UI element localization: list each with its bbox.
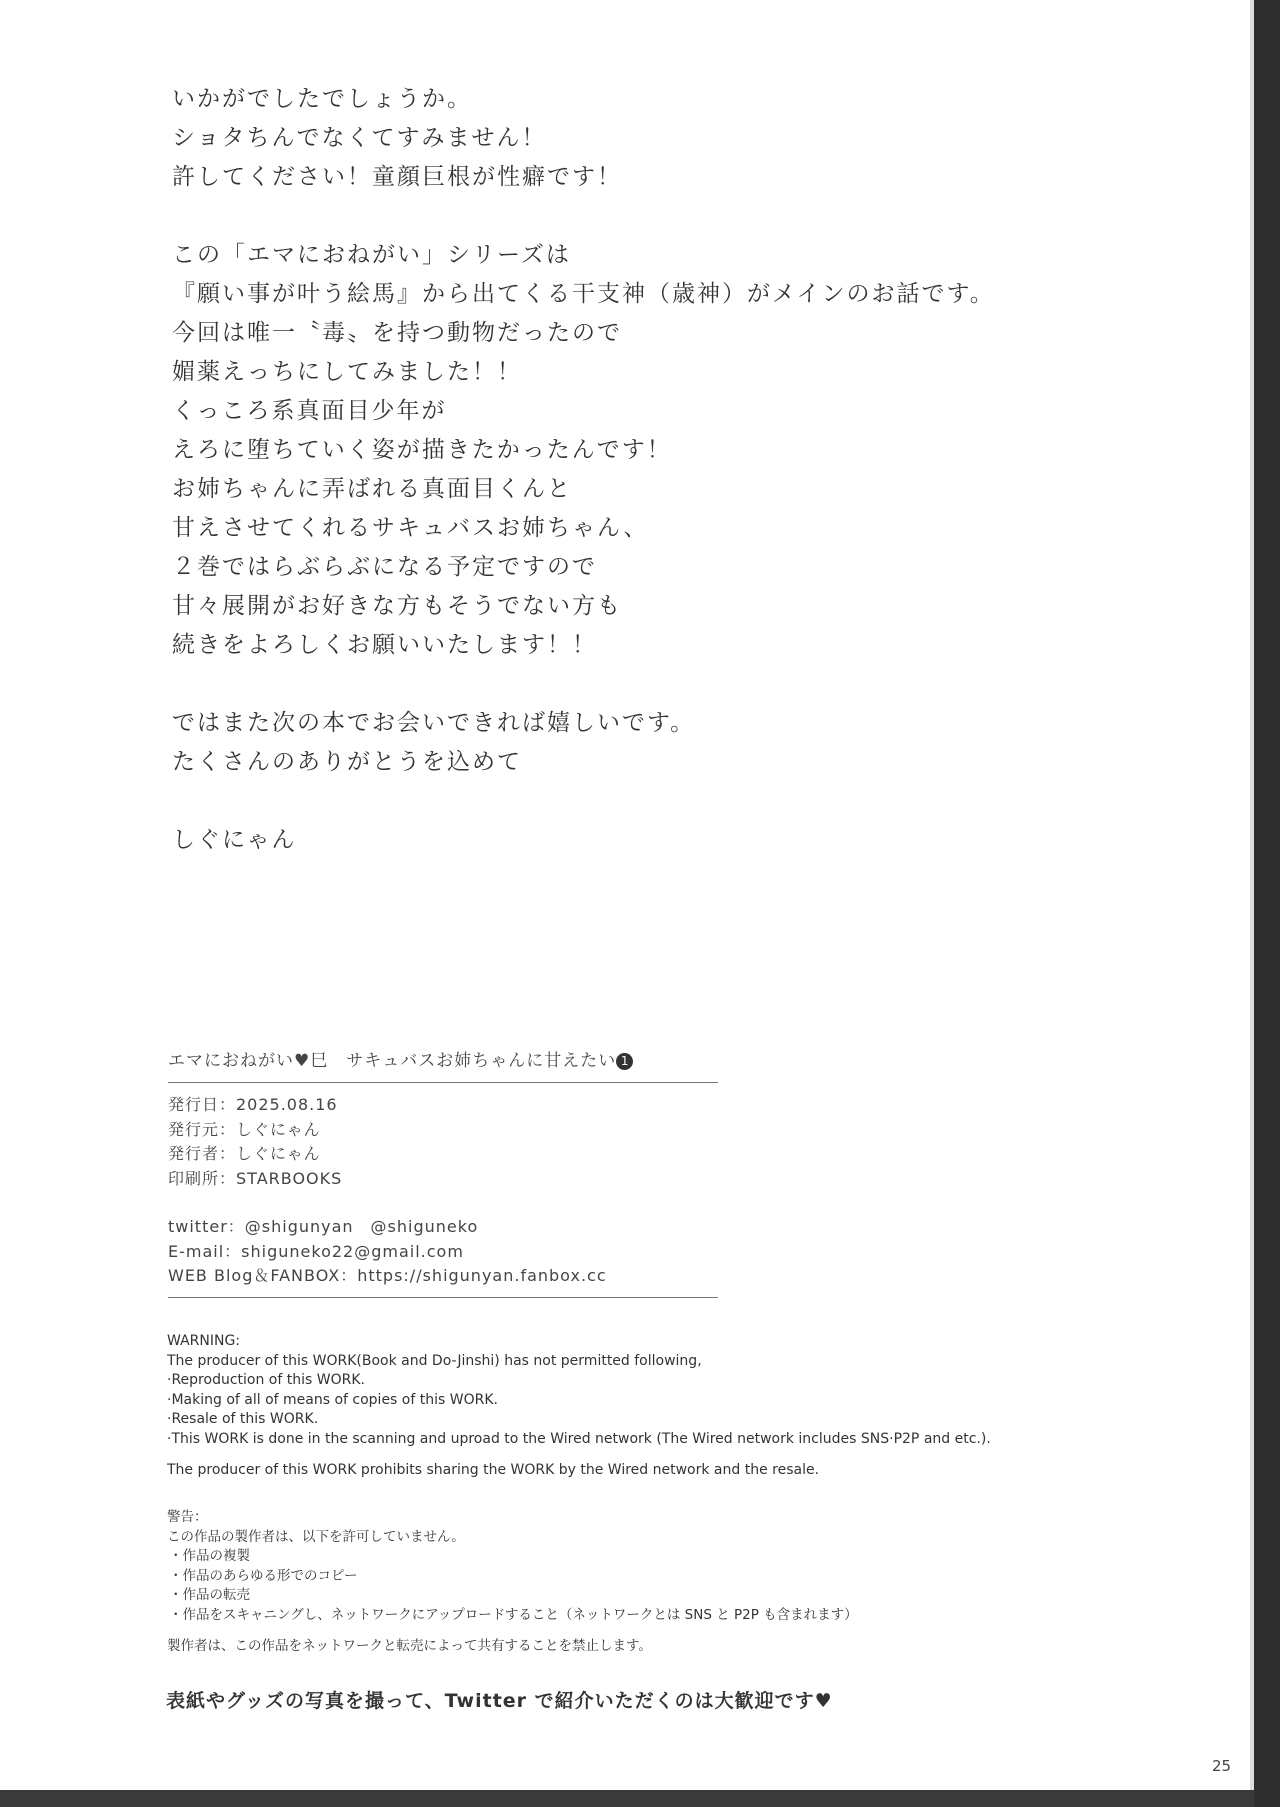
afterword-line: この「エマにおねがい」シリーズは — [172, 242, 571, 268]
afterword-line: ２巻ではらぶらぶになる予定ですので — [172, 554, 597, 580]
issuer: 発行者：しぐにゃん — [168, 1144, 321, 1163]
sharing-welcome-note: 表紙やグッズの写真を撮って、Twitter で紹介いただくのは大歓迎です♥ — [166, 1690, 833, 1712]
warning-item: ·Making of all of means of copies of this WORK. — [167, 1391, 498, 1408]
warning-item: ·Resale of this WORK. — [167, 1411, 319, 1427]
warning-item: ・作品をスキャニングし、ネットワークにアップロードすること（ネットワークとは SNS と P2P も含まれます） — [169, 1606, 858, 1623]
printer: 印刷所：STARBOOKS — [168, 1168, 343, 1188]
issue-date: 発行日：2025.08.16 — [168, 1095, 338, 1114]
afterword — [172, 80, 1092, 860]
afterword-line: 媚薬えっちにしてみました！！ — [172, 359, 522, 385]
warning-closing: 製作者は、この作品をネットワークと転売によって共有することを禁止します。 — [167, 1638, 652, 1654]
volume-number-badge: 1 — [616, 1053, 633, 1070]
warning-item: ・作品のあらゆる形でのコピー — [169, 1567, 358, 1584]
warning-english — [167, 1332, 1067, 1481]
warning-item: ·Reproduction of this WORK. — [167, 1372, 365, 1388]
warning-item: ·This WORK is done in the scanning and uproad to the Wired network (The Wired network includes SNS·P2P and etc.). — [167, 1430, 991, 1447]
divider — [168, 1297, 718, 1298]
colophon — [168, 1048, 728, 1308]
warning-item: ・作品の転売 — [169, 1587, 250, 1603]
publisher: 発行元：しぐにゃん — [168, 1119, 321, 1139]
afterword-line: お姉ちゃんに弄ばれる真面目くんと — [172, 476, 572, 502]
afterword-line: 許してください！童顔巨根が性癖です！ — [172, 164, 622, 190]
afterword-line: 続きをよろしくお願いいたします！！ — [172, 632, 597, 658]
twitter-accounts: twitter：@shigunyan @shiguneko — [168, 1217, 479, 1236]
warning-item: ・作品の複製 — [169, 1548, 250, 1564]
afterword-line: たくさんのありがとうを込めて — [172, 749, 522, 775]
warning-japanese — [167, 1508, 1067, 1657]
colophon-title — [168, 1048, 728, 1074]
warning-heading: WARNING: — [167, 1333, 241, 1349]
afterword-line: ショタちんでなくてすみません！ — [172, 125, 547, 151]
afterword-line: 甘えさせてくれるサキュバスお姉ちゃん、 — [172, 515, 649, 541]
warning-intro: この作品の製作者は、以下を許可していません。 — [167, 1528, 465, 1545]
divider — [168, 1082, 718, 1083]
afterword-gap — [172, 197, 1092, 236]
afterword-line: いかがでしたでしょうか。 — [172, 86, 472, 112]
afterword-line: 『願い事が叶う絵馬』から出てくる干支神（歳神）がメインのお話です。 — [172, 281, 995, 307]
email-address: E-mail：shiguneko22@gmail.com — [168, 1241, 464, 1261]
book-title: エマにおねがい♥巳 サキュバスお姉ちゃんに甘えたい — [168, 1051, 617, 1071]
page-number: 25 — [1212, 1757, 1232, 1775]
afterword-gap — [172, 782, 1092, 821]
scan-border — [1254, 0, 1280, 1807]
web-link: WEB Blog＆FANBOX：https://shigunyan.fanbox.cc — [168, 1266, 607, 1285]
afterword-gap — [172, 665, 1092, 704]
warning-closing: The producer of this WORK prohibits sharing the WORK by the Wired network and the resale. — [167, 1462, 820, 1478]
afterword-line: 甘々展開がお好きな方もそうでない方も — [172, 593, 622, 619]
afterword-line: ではまた次の本でお会いできれば嬉しいです。 — [172, 710, 696, 736]
afterword-line: えろに堕ちていく姿が描きたかったんです！ — [172, 437, 672, 463]
warning-intro: The producer of this WORK(Book and Do-Jinshi) has not permitted following, — [167, 1352, 702, 1369]
warning-heading: 警告： — [167, 1509, 208, 1525]
afterword-line: 今回は唯一〝毒〟を持つ動物だったので — [172, 320, 622, 346]
afterword-line: くっころ系真面目少年が — [172, 398, 447, 424]
author-signature: しぐにゃん — [172, 827, 297, 853]
